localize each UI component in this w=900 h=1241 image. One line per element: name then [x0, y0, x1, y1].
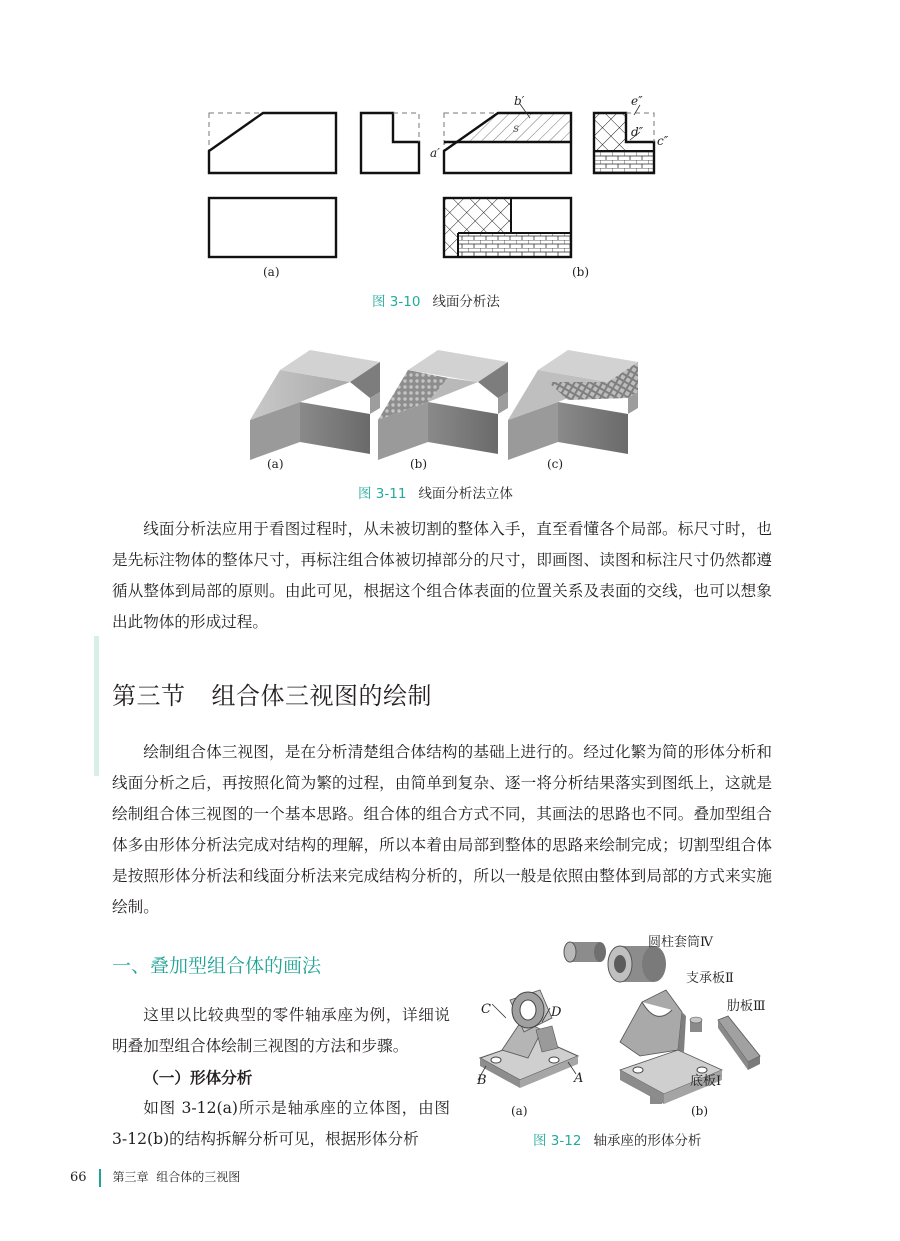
- figure-3-10-caption-number: 图 3-10: [372, 294, 421, 310]
- figure-3-12-caption: [533, 1129, 701, 1149]
- figure-3-12-drawing: [0, 920, 900, 1160]
- fig-3-11-label-c: (c): [547, 457, 564, 471]
- figure-3-11-caption-text: 线面分析法立体: [418, 486, 513, 502]
- fig-3-12-label-b: (b): [691, 1104, 709, 1118]
- section-accent-bar: [94, 636, 99, 776]
- figure-3-12-caption-number: 图 3-12: [533, 1133, 582, 1149]
- paragraph-2-text: 绘制组合体三视图，是在分析清楚组合体结构的基础上进行的。经过化繁为简的形体分析和线面分析之后，再按照化简为繁的过程，由简单到复杂、逐一将分析结果落实到图纸上，这就是绘制组合体三视图的一个基本思路。组合体的组合方式不同，其画法的思路也不同。叠加型组合体多由形体分析法完成对结构的理解，所以本着由局部到整体的思路来绘制完成；切割型组合体是按照形体分析法和线面分析法来完成结构分析的，所以一般是依照由整体到局部的方式来实施绘制。: [112, 743, 772, 916]
- fig-3-10-label-b: (b): [572, 265, 590, 279]
- fig-3-12-letter-d: D: [551, 1005, 562, 1020]
- figure-3-11-caption: [358, 482, 513, 502]
- page-footer: [70, 1168, 240, 1187]
- part-label-cylinder-sleeve: 圆柱套筒Ⅳ: [648, 935, 713, 950]
- footer-chapter-title: 组合体的三视图: [156, 1170, 241, 1184]
- fig-3-12-letter-a: A: [574, 1071, 584, 1086]
- figure-3-11-caption-number: 图 3-11: [358, 486, 407, 502]
- part-label-rib: 肋板Ⅲ: [727, 999, 766, 1014]
- fig-3-10b-top-view: [444, 198, 571, 257]
- fig-3-12a-bearing-seat: [478, 990, 578, 1088]
- footer-chapter: 第三章: [112, 1170, 149, 1184]
- figure-3-10-drawing: [0, 0, 900, 300]
- annotation-e-double-prime: e″: [631, 94, 643, 108]
- fig-3-10a-front-view: [209, 113, 336, 173]
- annotation-s: s: [513, 121, 520, 135]
- annotation-a-prime: a′: [430, 146, 440, 160]
- section-number: 第三节: [112, 682, 186, 710]
- annotation-d-double-prime: d″: [631, 125, 644, 139]
- fig-3-10a-top-view: [209, 198, 336, 257]
- sub-heading-shape-analysis: （一）形体分析: [143, 1068, 253, 1087]
- fig-3-10b-side-view: [594, 113, 654, 173]
- paragraph-drawing-intro: [112, 737, 772, 923]
- figure-3-12-caption-text: 轴承座的形体分析: [593, 1133, 702, 1149]
- footer-divider: [99, 1169, 101, 1187]
- fig-3-12-label-a: (a): [511, 1104, 528, 1118]
- fig-3-10a-side-view: [361, 113, 419, 173]
- paragraph-line-analysis: [112, 514, 772, 638]
- fig-3-11c-solid: [508, 350, 638, 460]
- paragraph-4-text: 如图 3-12(a)所示是轴承座的立体图，由图 3-12(b)的结构拆解分析可见，根据形体分析: [112, 1099, 450, 1148]
- fig-3-11-label-b: (b): [410, 457, 428, 471]
- fig-3-10b-front-view: [444, 113, 571, 173]
- part-label-base-plate: 底板Ⅰ: [690, 1074, 722, 1089]
- fig-3-11b-solid: [378, 350, 508, 460]
- figure-3-10-caption: [372, 290, 500, 310]
- fig-3-11-label-a: (a): [267, 457, 284, 471]
- paragraph-3-text: 这里以比较典型的零件轴承座为例，详细说明叠加型组合体绘制三视图的方法和步骤。: [112, 1006, 450, 1055]
- paragraph-1-text: 线面分析法应用于看图过程时，从未被切割的整体入手，直至看懂各个局部。标尺寸时，也是先标注物体的整体尺寸，再标注组合体被切掉部分的尺寸，即画图、读图和标注尺寸仍然都遵循从整体到局部的原则。由此可见，根据这个组合体表面的位置关系及表面的交线，也可以想象出此物体的形成过程。: [112, 520, 772, 631]
- annotation-c-double-prime: c″: [657, 134, 669, 148]
- section-title: 组合体三视图的绘制: [211, 682, 432, 710]
- section-heading: [112, 676, 432, 711]
- part-label-support-plate: 支承板Ⅱ: [686, 971, 734, 986]
- fig-3-10-label-a: (a): [263, 265, 280, 279]
- fig-3-12-letter-c: C: [481, 1002, 491, 1017]
- page-number: 66: [70, 1170, 87, 1185]
- figure-3-10-caption-text: 线面分析法: [432, 294, 500, 310]
- fig-3-11a-solid: [250, 350, 380, 460]
- annotation-b-prime: b′: [514, 94, 525, 108]
- fig-3-12-letter-b: B: [477, 1073, 487, 1088]
- subsection-heading: 一、叠加型组合体的画法: [112, 955, 322, 977]
